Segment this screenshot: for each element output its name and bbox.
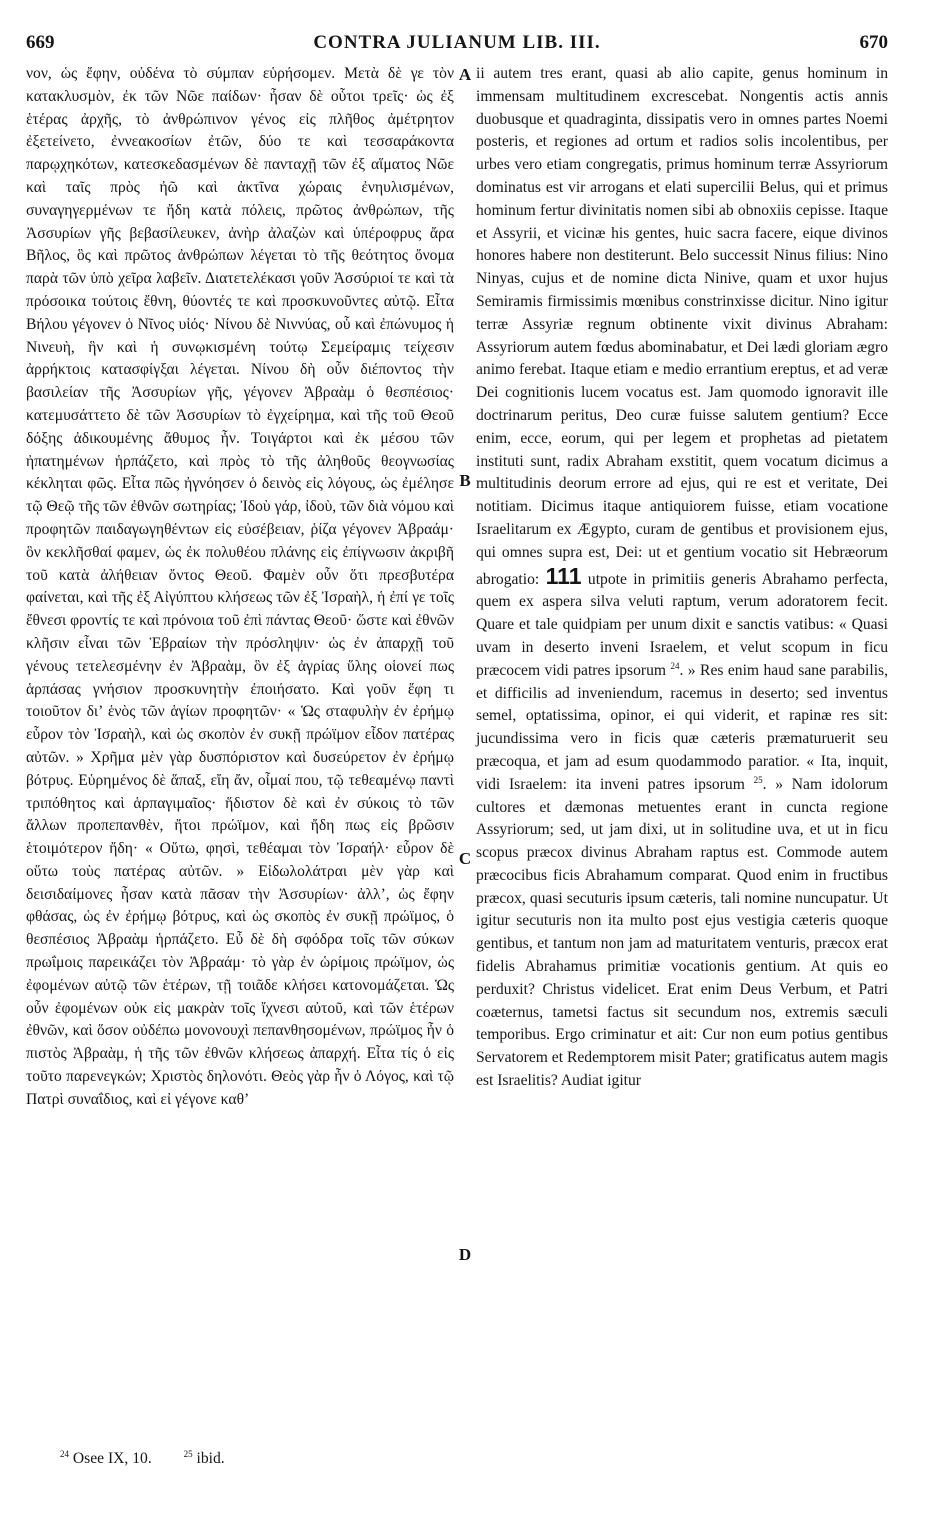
page-number-left: 669 — [26, 32, 55, 53]
latin-text-part-2: utpote in primitiis generis Abrahamo perfecta, quem ex aspera silva veluti raptum, verum adoratorem fecit. Quare et tale quidpiam per unum dixit e sanctis vatibus: « Quasi uvam in deserto inveni Israelem, et velut scopum in ficu præcocem vidi patres ipsorum — [476, 570, 888, 679]
footnote-ref-25: 25 — [753, 774, 763, 785]
latin-text-part-4: . » Nam idolorum cultores et dæmonas metuentes erant in cuncta regione Assyriorum; sed, ut jam dixi, ut in solitudine uva, et ut in ficu scopus præcox divinus Abraham raptus est. Commode autem præcocibus ficis Abrahamum comparat. Quod enim in fructibus præcox, quasi secuturis ipsum cæteris, tali nomine nuncupatur. Ut igitur secuturis non ita multo post ejus vestigia cæteris quoque gentibus, et tantum non jam ad maturitatem venturis, præcox erat fidelis Abrahamus primitiæ vocationis gentium. At quis eo perduxit? Christus videlicet. Erat enim Deus Verbum, et Patri coæternus, tametsi factus sit secundum nos, extremis sæculi temporibus. Ergo criminatur et ait: Cur non eum potius gentibus Servatorem et Redemptorem misit Pater; gratificatus autem magis est Israelitis? Audiat igitur — [476, 775, 888, 1090]
latin-column — [476, 63, 888, 1443]
latin-text-part-1: ii autem tres erant, quasi ab alio capite, genus hominum in immensam multitudinem excrescebat. Nongentis actis annis duobusque et quadraginta, dissipatis vero in omnes partes Noemi posteris, et regiones ad ortum et radios solis incolentibus, per urbes vero etiam congregatis, primus hominum terræ Assyriorum dominatus est vir arrogans et elati supercilii Belus, qui et primus hominum fertur divinitatis nomen sibi ab obnoxiis cepisse. Itaque et Assyrii, et vicinæ his gentes, huic sacra facere, eique divinos honores habere non destiterunt. Belo successit Ninus filius: Nino Ninyas, cujus et de nomine dicta Ninive, quam et uxor hujus Semiramis firmissimis mœnibus constrinxisse dicitur. Nino igitur terræ Assyriæ regnum obtinente vixit divinus Abraham: Assyriorum autem fœdus abominabatur, et Dei lædi gloriam ægro animo ferebat. Itaque etiam e medio errantium ereptus, et ad veræ Dei cognitionis lucem vocatus est. Jam quomodo ignoravit ille doctrinarum peritus, Deo curæ fuisse salutem gentium? Ecce enim, ecce, eorum, qui per legem et prophetas ad pietatem instituti sunt, radix Abraham exstitit, quem vocatum dicimus a multitudinis deorum errore ad ejus, qui re est et veritate, Dei notitiam. Dicimus itaque antiquiorem fuisse, etiam vocatione Israelitarum ex Ægypto, curam de gentibus et provisionem ejus, qui omnes supra est, Dei: ut et gentium vocatio sit Hebræorum abrogatio: — [476, 65, 888, 588]
footnote-number: 25 — [183, 1448, 193, 1459]
greek-column — [26, 63, 454, 1443]
footnote-text: ibid. — [196, 1450, 225, 1467]
section-markers — [454, 63, 476, 1443]
footnote-24 — [60, 1450, 166, 1467]
marginal-number: 111 — [545, 562, 582, 589]
footnotes — [60, 1450, 253, 1468]
page-number-right: 670 — [859, 32, 888, 53]
footnote-number: 24 — [60, 1448, 69, 1459]
running-title: CONTRA JULIANUM LIB. III. — [313, 32, 601, 53]
footnote-25 — [184, 1450, 239, 1467]
latin-text-part-3: . » Res enim haud sane parabilis, et difficilis ad inveniendum, racemus in deserto; sed inventus semel, optatissima, opinor, ei qui viderit, et rapinæ res sit: jucundissima vero in ficis quæ cæteris præmaturuerit seu præcoqua, et jam ad esum quodammodo paratior. « Ita, inquit, vidi Israelem: ita inveni patres ipsorum — [476, 661, 888, 793]
running-header — [26, 32, 888, 56]
section-marker-d: D — [458, 1245, 472, 1264]
section-marker-b: B — [459, 471, 471, 490]
footnote-text: Osee IX, 10. — [72, 1450, 152, 1467]
section-marker-a: A — [458, 65, 472, 84]
latin-text — [476, 63, 888, 1093]
greek-text: νον, ὡς ἔφην, οὐδένα τὸ σύμπαν εὑρήσομεν. Μετὰ δὲ γε τὸν κατακλυσμὸν, ἐκ τῶν Νῶε παίδων· ἦσαν δὲ οὗτοι τρεῖς· ὡς ἐξ ἑτέρας ἀρχῆς, τὸ ἀνθρώπινον γένος εἰς πλῆθος ἀμέτρητον ἐξετείνετο, ἐννεακοσίων ἐτῶν, δύο τε καὶ τεσσαράκοντα παρῳχηκότων, κατεσκεδασμένων δὲ πανταχῇ τῶν ἐξ αἵματος Νῶε καὶ ταῖς πρὸς ἠῶ καὶ ἀκτῖνα χώραις ἐνηυλισμένων, συναγηγερμένων τε ἤδη κατὰ πόλεις, πρῶτος ἀνθρώπων, τῆς Ἀσσυρίων γῆς βεβασίλευκεν, ἀνὴρ ἀλαζὼν καὶ ὑπέροφρυς ἄρα Βῆλος, ὃς καὶ πρῶτος ἀνθρώπων λέγεται τὸ τῆς θεότητος ὄνομα παρὰ τῶν ὑπὸ χεῖρα λαβεῖν. Διατετελέκασι γοῦν Ἀσσύριοί τε καὶ τὰ πρόσοικα τούτοις ἔθνη, θύοντές τε καὶ προσκυνοῦντες αὐτῷ. Εἶτα Βήλου γέγονεν ὁ Νῖνος υἱός· Νίνου δὲ Νιννύας, οὗ καὶ ἐπώνυμος ἡ Νινευὴ, ἣν καὶ ἡ συνῳκισμένη τούτῳ Σεμείραμις τείχεσιν ἀρρήκτοις κατασφίγξαι λέγεται. Νίνου δὴ οὖν διέποντος τὴν βασιλείαν τῆς Ἀσσυρίων γῆς, γέγονεν Ἀβραὰμ ὁ θεσπέσιος· κατεμυσάττετο δὲ τῶν Ἀσσυρίων τὸ ἐγχείρημα, καὶ τῆς τοῦ Θεοῦ δόξης ἀδικουμένης ἄθυμος ἦν. Τοιγάρτοι καὶ ἐκ μέσου τῶν ἠπατημένων ἡρπάζετο, καὶ πρὸς τὸ τῆς ἀληθοῦς θεογνωσίας κέκληται φῶς. Εἶτα πῶς ἠγνόησεν ὁ δεινὸς εἰς λόγους, ὡς ἐμέλησε τῷ Θεῷ τῆς τῶν ἐθνῶν σωτηρίας; Ἰδοὺ γάρ, ἰδοὺ, τῶν διὰ νόμου καὶ προφητῶν παιδαγωγηθέντων εἰς εὐσέβειαν, ῥίζα γέγονεν Ἀβραάμ· ὃν κεκλῆσθαί φαμεν, ὡς ἐκ πολυθέου πλάνης εἰς ἐπίγνωσιν ἀκριβῆ τοῦ κατὰ ἀλήθειαν ὄντος Θεοῦ. Φαμὲν οὖν ὅτι πρεσβυτέρα φαίνεται, καὶ τῆς ἐξ Αἰγύπτου κλήσεως τῶν ἐξ Ἰσραὴλ, ἡ ἐπί γε τοῖς ἔθνεσι φροντίς τε καὶ πρόνοια τοῦ ἐπὶ πάντας Θεοῦ· ὥστε καὶ ἐθνῶν κλῆσιν εἶναι τῶν Ἑβραίων τὴν πρόσληψιν· ὡς ἐν ἀπαρχῇ τοῦ γένους τετελεσμένην ἐν Ἀβραὰμ, ὃν ἐξ ἀγρίας ὕλης οἱονεί πως ἁρπάσας γνήσιον προσκυνητὴν ἐποιήσατο. Καὶ γοῦν ἔφη τι τοιοῦτον δι’ ἑνὸς τῶν ἁγίων προφητῶν· « Ὡς σταφυλὴν ἐν ἐρήμῳ εὗρον τὸν Ἰσραὴλ, καὶ ὡς σκοπὸν ἐν συκῇ πρώϊμον εἶδον πατέρας αὐτῶν. » Χρῆμα μὲν γὰρ δυσπόριστον καὶ δυσεύρετον ἐν ἐρήμῳ βότρυς. Εὑρημένος δὲ ἅπαξ, εἴη ἄν, οἶμαί που, τῷ τεθεαμένῳ παντὶ τριπόθητος καὶ ἁρπαγιμαῖος· ἥδιστον δὲ καὶ ἐν σύκοις τὸ τῶν ἄλλων προπεπανθὲν, ἤτοι πρώϊμον, καὶ ἤδη πως εἰς βρῶσιν ἑτοιμότερον ἤδη· « Οὕτω, φησὶ, τεθέαμαι τὸν Ἰσραήλ· εὗρον δὲ οὕτω τοὺς πατέρας αὐτῶν. » Εἰδωλολάτραι μὲν γὰρ καὶ δεισιδαίμονες ἦσαν κατὰ πᾶσαν τὴν Ἀσσυρίων· ἀλλ’, ὡς ἔφην φθάσας, ὡς ἐν ἐρήμῳ βότρυς, καὶ ὡς σκοπὸς ἐν συκῇ πρώϊμος, ὁ θεσπέσιος Ἀβραὰμ ἡρπάζετο. Εὖ δὲ δὴ σφόδρα τοῖς τῶν σύκων πρωΐμοις παρεικάζει τὸν Ἀβραάμ· τὸ γὰρ ἐν ὡρίμοις πρώϊμον, ὡς ἐφομένων αὐτῷ τῶν ἑτέρων, τῇ τοιᾶδε κλήσει κατονομάζεται. Ὡς οὖν ἐφομένων οὐκ εἰς μακρὰν τοῖς ἴχνεσι αὐτοῦ, καὶ τῶν ἑτέρων ἐθνῶν, καὶ ὅσον οὐδέπω μονονουχὶ πεπανθησομένων, πρώϊμος ἦν ὁ πιστὸς Ἀβραὰμ, ἡ τῆς τῶν ἐθνῶν κλήσεως ἀπαρχή. Εἶτα τίς ὁ εἰς τοῦτο παρενεγκών; Χριστὸς δηλονότι. Θεὸς γὰρ ἦν ὁ Λόγος, καὶ τῷ Πατρὶ συναΐδιος, καὶ εἰ γέγονε καθ’ — [26, 65, 454, 1108]
section-marker-c: C — [458, 849, 472, 868]
footnote-ref-24: 24 — [670, 660, 680, 671]
